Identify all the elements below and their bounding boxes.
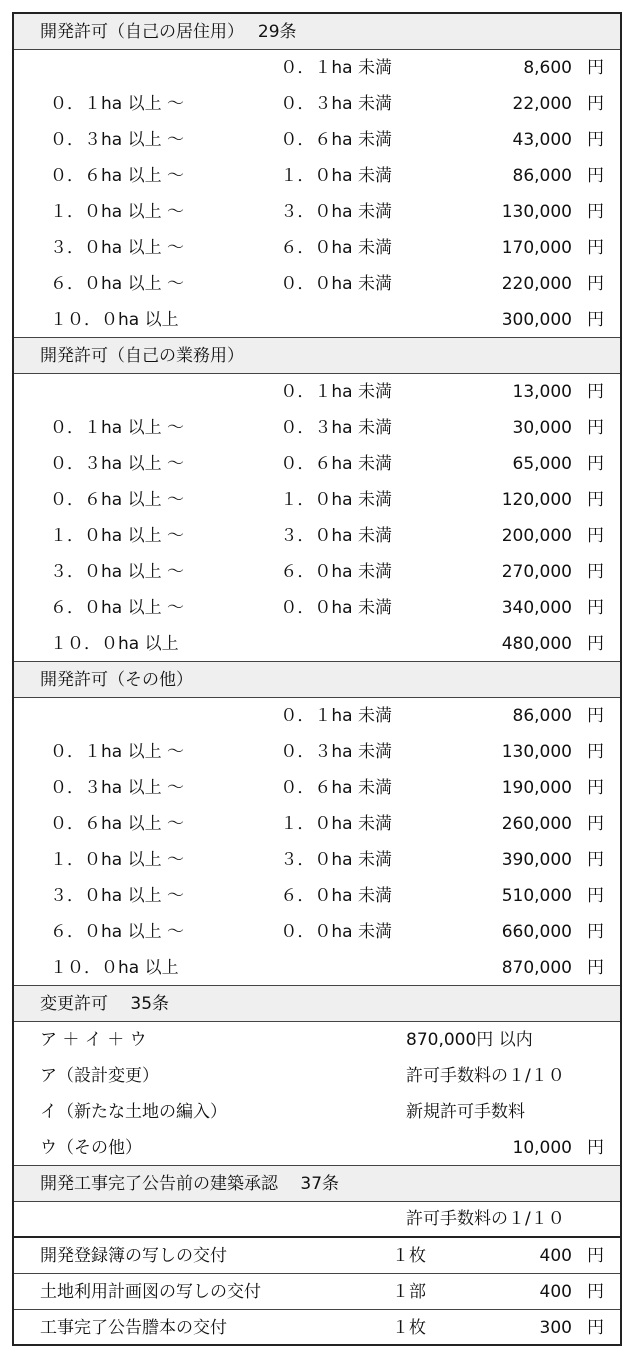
fee-amount: 86,000 bbox=[512, 706, 572, 726]
area-to: ０．３ha 未満 bbox=[280, 742, 392, 762]
yen-unit: 円 bbox=[587, 166, 604, 186]
fee-amount: 300,000 bbox=[501, 309, 572, 330]
yen-unit: 円 bbox=[587, 94, 604, 114]
fee-amount: 870,000 bbox=[501, 957, 572, 978]
area-from: １０．０ha 以上 bbox=[50, 633, 179, 654]
area-from: ０．６ha 以上 ～ bbox=[50, 490, 184, 510]
area-from: ０．３ha 以上 ～ bbox=[50, 778, 184, 798]
fee-amount: 8,600 bbox=[523, 58, 572, 78]
section-header bbox=[14, 14, 620, 50]
fee-row bbox=[14, 194, 620, 230]
fee-amount: 200,000 bbox=[501, 526, 572, 546]
fee-amount: 22,000 bbox=[512, 94, 572, 114]
area-to: ６．０ha 未満 bbox=[280, 562, 392, 582]
yen-unit: 円 bbox=[587, 490, 604, 510]
copy-row bbox=[14, 1274, 620, 1310]
change-label: ウ（その他） bbox=[40, 1137, 142, 1158]
yen-unit: 円 bbox=[587, 922, 604, 942]
fee-amount: 340,000 bbox=[501, 598, 572, 618]
area-to: ３．０ha 未満 bbox=[280, 202, 392, 222]
area-to: ０．６ha 未満 bbox=[280, 454, 392, 474]
area-from: ３．０ha 以上 ～ bbox=[50, 238, 184, 258]
section-title: 開発工事完了公告前の建築承認 37条 bbox=[40, 1173, 340, 1194]
area-to: ０．６ha 未満 bbox=[280, 778, 392, 798]
fee-amount: 13,000 bbox=[512, 382, 572, 402]
area-to: ０．１ha 未満 bbox=[280, 58, 392, 78]
area-to: ６．０ha 未満 bbox=[280, 238, 392, 258]
area-from: ０．６ha 以上 ～ bbox=[50, 166, 184, 186]
yen-unit: 円 bbox=[587, 454, 604, 474]
area-to: ６．０ha 未満 bbox=[280, 886, 392, 906]
copy-row bbox=[14, 1238, 620, 1274]
copy-qty: １枚 bbox=[392, 1245, 426, 1266]
area-to: ０．３ha 未満 bbox=[280, 418, 392, 438]
fee-table bbox=[12, 12, 622, 1346]
copy-label: 土地利用計画図の写しの交付 bbox=[40, 1281, 261, 1302]
yen-unit: 円 bbox=[587, 274, 604, 294]
yen-unit: 円 bbox=[587, 202, 604, 222]
area-from: １．０ha 以上 ～ bbox=[50, 850, 184, 870]
fee-row bbox=[14, 446, 620, 482]
change-label: ア ＋ イ ＋ ウ bbox=[40, 1030, 147, 1050]
fee-row bbox=[14, 50, 620, 86]
area-from: ６．０ha 以上 ～ bbox=[50, 598, 184, 618]
fee-amount: 190,000 bbox=[501, 778, 572, 798]
fee-row bbox=[14, 878, 620, 914]
yen-unit: 円 bbox=[587, 238, 604, 258]
copy-label: 工事完了公告謄本の交付 bbox=[40, 1318, 227, 1338]
fee-row bbox=[14, 626, 620, 662]
change-value: 許可手数料の１/１０ bbox=[406, 1066, 565, 1086]
area-to: ０．０ha 未満 bbox=[280, 598, 392, 618]
yen-unit: 円 bbox=[587, 130, 604, 150]
area-from: １．０ha 以上 ～ bbox=[50, 202, 184, 222]
area-to: ３．０ha 未満 bbox=[280, 850, 392, 870]
area-from: ０．１ha 以上 ～ bbox=[50, 94, 184, 114]
approval-value: 許可手数料の１/１０ bbox=[406, 1209, 565, 1229]
change-value: 新規許可手数料 bbox=[406, 1102, 525, 1122]
approval-row bbox=[14, 1202, 620, 1238]
fee-row bbox=[14, 518, 620, 554]
fee-amount: 390,000 bbox=[501, 850, 572, 870]
area-from: ０．１ha 以上 ～ bbox=[50, 418, 184, 438]
change-label: イ（新たな土地の編入） bbox=[40, 1102, 227, 1122]
fee-row bbox=[14, 86, 620, 122]
copy-qty: １部 bbox=[392, 1281, 426, 1302]
fee-amount: 65,000 bbox=[512, 454, 572, 474]
yen-unit: 円 bbox=[587, 742, 604, 762]
area-to: １．０ha 未満 bbox=[280, 814, 392, 834]
area-from: ６．０ha 以上 ～ bbox=[50, 922, 184, 942]
copy-qty: １枚 bbox=[392, 1318, 426, 1338]
yen-unit: 円 bbox=[587, 309, 604, 330]
section-title: 開発許可（自己の居住用） 29条 bbox=[40, 21, 297, 42]
fee-row bbox=[14, 554, 620, 590]
section-header bbox=[14, 338, 620, 374]
fee-amount: 480,000 bbox=[501, 633, 572, 654]
copy-row bbox=[14, 1310, 620, 1346]
area-to: ０．１ha 未満 bbox=[280, 706, 392, 726]
yen-unit: 円 bbox=[587, 418, 604, 438]
section-header bbox=[14, 662, 620, 698]
fee-row bbox=[14, 590, 620, 626]
fee-amount: 130,000 bbox=[501, 742, 572, 762]
copy-label: 開発登録簿の写しの交付 bbox=[40, 1245, 227, 1266]
area-from: ０．３ha 以上 ～ bbox=[50, 130, 184, 150]
fee-amount: 10,000 bbox=[512, 1137, 572, 1158]
change-label: ア（設計変更） bbox=[40, 1066, 159, 1086]
fee-row bbox=[14, 302, 620, 338]
yen-unit: 円 bbox=[587, 886, 604, 906]
fee-amount: 300 bbox=[539, 1318, 572, 1338]
area-from: ０．６ha 以上 ～ bbox=[50, 814, 184, 834]
area-to: ０．０ha 未満 bbox=[280, 922, 392, 942]
area-to: ０．１ha 未満 bbox=[280, 382, 392, 402]
fee-amount: 400 bbox=[539, 1245, 572, 1266]
area-from: ６．０ha 以上 ～ bbox=[50, 274, 184, 294]
area-to: １．０ha 未満 bbox=[280, 166, 392, 186]
fee-row bbox=[14, 230, 620, 266]
fee-row bbox=[14, 122, 620, 158]
area-to: ０．０ha 未満 bbox=[280, 274, 392, 294]
fee-amount: 43,000 bbox=[512, 130, 572, 150]
fee-row bbox=[14, 410, 620, 446]
fee-amount: 260,000 bbox=[501, 814, 572, 834]
yen-unit: 円 bbox=[587, 382, 604, 402]
fee-amount: 400 bbox=[539, 1281, 572, 1302]
area-to: １．０ha 未満 bbox=[280, 490, 392, 510]
fee-amount: 510,000 bbox=[501, 886, 572, 906]
fee-amount: 120,000 bbox=[501, 490, 572, 510]
fee-amount: 270,000 bbox=[501, 562, 572, 582]
fee-row bbox=[14, 482, 620, 518]
section-title: 変更許可 35条 bbox=[40, 993, 170, 1014]
yen-unit: 円 bbox=[587, 526, 604, 546]
yen-unit: 円 bbox=[587, 850, 604, 870]
fee-row bbox=[14, 950, 620, 986]
area-to: ３．０ha 未満 bbox=[280, 526, 392, 546]
area-from: １．０ha 以上 ～ bbox=[50, 526, 184, 546]
fee-row bbox=[14, 698, 620, 734]
fee-amount: 130,000 bbox=[501, 202, 572, 222]
area-from: ３．０ha 以上 ～ bbox=[50, 886, 184, 906]
yen-unit: 円 bbox=[587, 778, 604, 798]
area-from: １０．０ha 以上 bbox=[50, 309, 179, 330]
change-row bbox=[14, 1130, 620, 1166]
section-title: 開発許可（自己の業務用） bbox=[40, 345, 244, 366]
area-to: ０．３ha 未満 bbox=[280, 94, 392, 114]
yen-unit: 円 bbox=[587, 633, 604, 654]
yen-unit: 円 bbox=[587, 1318, 604, 1338]
change-row bbox=[14, 1094, 620, 1130]
yen-unit: 円 bbox=[587, 706, 604, 726]
yen-unit: 円 bbox=[587, 1245, 604, 1266]
area-to: ０．６ha 未満 bbox=[280, 130, 392, 150]
area-from: ０．１ha 以上 ～ bbox=[50, 742, 184, 762]
area-from: ３．０ha 以上 ～ bbox=[50, 562, 184, 582]
section-header bbox=[14, 1166, 620, 1202]
yen-unit: 円 bbox=[587, 562, 604, 582]
fee-amount: 86,000 bbox=[512, 166, 572, 186]
fee-amount: 30,000 bbox=[512, 418, 572, 438]
yen-unit: 円 bbox=[587, 1281, 604, 1302]
section-header bbox=[14, 986, 620, 1022]
change-value: 870,000円 以内 bbox=[406, 1030, 533, 1050]
fee-amount: 220,000 bbox=[501, 274, 572, 294]
fee-row bbox=[14, 842, 620, 878]
yen-unit: 円 bbox=[587, 598, 604, 618]
fee-row bbox=[14, 266, 620, 302]
fee-amount: 660,000 bbox=[501, 922, 572, 942]
yen-unit: 円 bbox=[587, 814, 604, 834]
area-from: ０．３ha 以上 ～ bbox=[50, 454, 184, 474]
fee-row bbox=[14, 374, 620, 410]
change-row bbox=[14, 1058, 620, 1094]
yen-unit: 円 bbox=[587, 1137, 604, 1158]
fee-row bbox=[14, 806, 620, 842]
fee-row bbox=[14, 158, 620, 194]
fee-amount: 170,000 bbox=[501, 238, 572, 258]
yen-unit: 円 bbox=[587, 957, 604, 978]
area-from: １０．０ha 以上 bbox=[50, 957, 179, 978]
yen-unit: 円 bbox=[587, 58, 604, 78]
fee-row bbox=[14, 770, 620, 806]
fee-row bbox=[14, 914, 620, 950]
fee-row bbox=[14, 734, 620, 770]
section-title: 開発許可（その他） bbox=[40, 669, 193, 690]
change-row bbox=[14, 1022, 620, 1058]
